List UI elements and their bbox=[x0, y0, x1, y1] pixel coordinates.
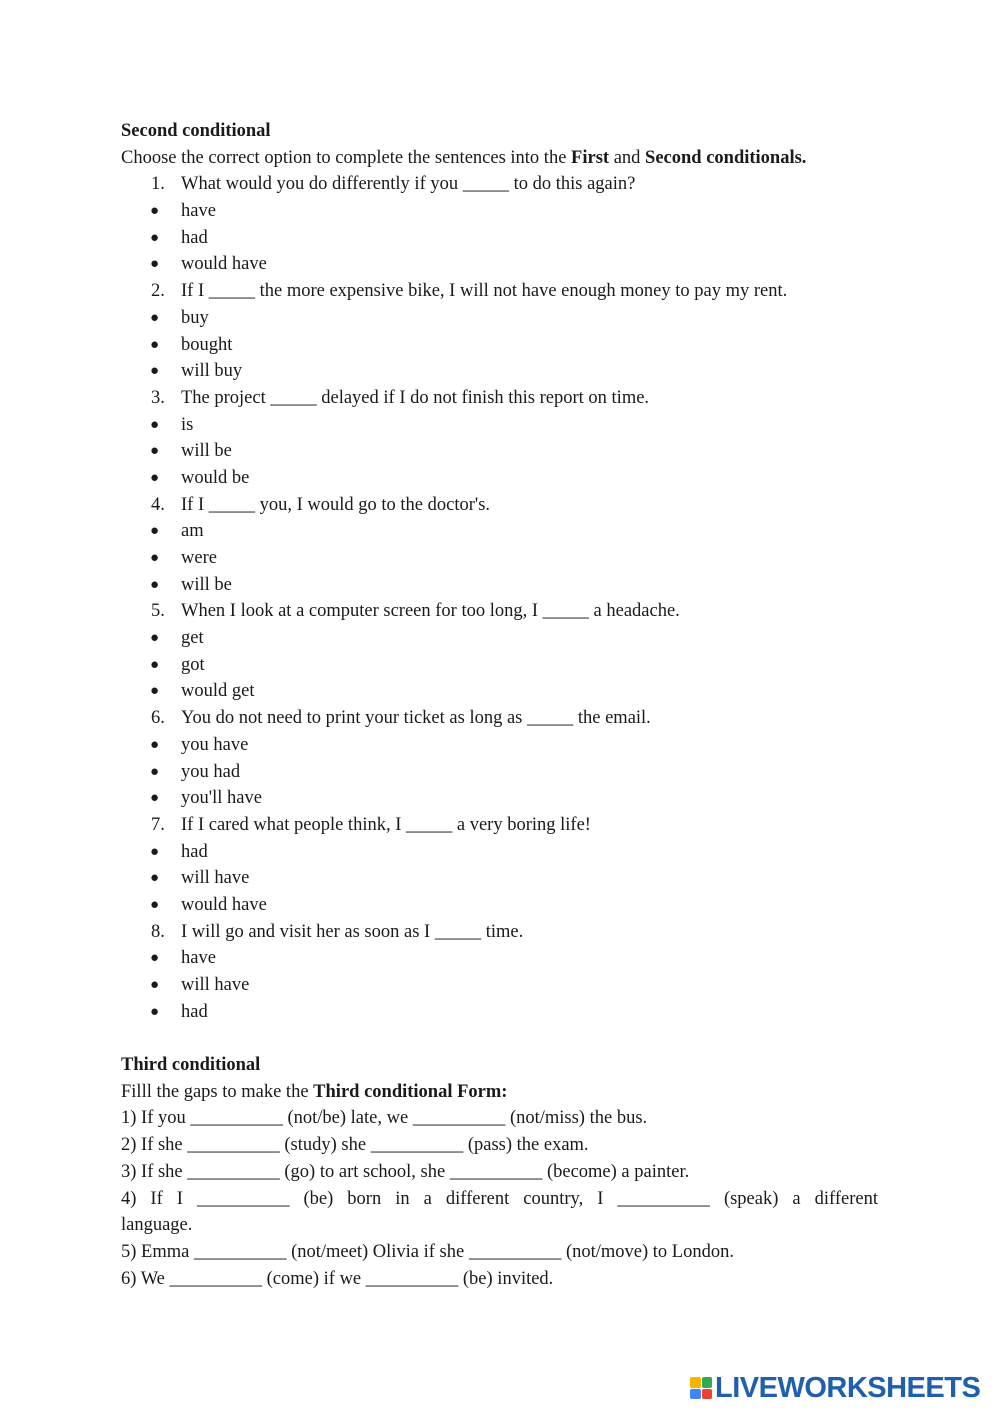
question-list bbox=[121, 171, 878, 1025]
gap-item-2: 2) If she __________ (study) she __________ (pass) the exam. bbox=[121, 1135, 589, 1156]
bullet-icon: ● bbox=[150, 870, 160, 887]
answer-option[interactable] bbox=[121, 518, 878, 545]
answer-option[interactable] bbox=[121, 412, 878, 439]
liveworksheets-logo bbox=[690, 1373, 980, 1403]
answer-option[interactable] bbox=[121, 305, 878, 332]
answer-option-label: had bbox=[181, 1001, 208, 1022]
question-text: When I look at a computer screen for too long, I _____ a headache. bbox=[181, 601, 680, 622]
question-text: If I cared what people think, I _____ a very boring life! bbox=[181, 814, 591, 835]
bullet-icon: ● bbox=[150, 736, 160, 753]
answer-option-label: will have bbox=[181, 868, 250, 889]
bullet-icon: ● bbox=[150, 790, 160, 807]
bullet-icon: ● bbox=[150, 416, 160, 433]
answer-option-label: am bbox=[181, 521, 204, 542]
answer-option-label: would have bbox=[181, 254, 267, 275]
answer-option[interactable] bbox=[121, 225, 878, 252]
question-6 bbox=[121, 705, 878, 732]
bullet-icon: ● bbox=[150, 229, 160, 246]
bullet-icon: ● bbox=[150, 550, 160, 566]
answer-option-label: got bbox=[181, 654, 205, 675]
answer-option[interactable] bbox=[121, 865, 878, 892]
intro-bold-first: First bbox=[571, 147, 610, 168]
answer-option-label: would get bbox=[181, 681, 255, 702]
answer-option-label: would have bbox=[181, 894, 267, 915]
question-number: 6. bbox=[151, 708, 165, 729]
answer-option-label: had bbox=[181, 227, 208, 248]
answer-option[interactable] bbox=[121, 332, 878, 359]
question-2 bbox=[121, 278, 878, 305]
bullet-icon: ● bbox=[150, 363, 160, 380]
gap-item-4: 4) If I __________ (be) born in a different country, I __________ (speak) a different bbox=[121, 1188, 878, 1209]
question-8 bbox=[121, 919, 878, 946]
question-number: 8. bbox=[151, 921, 165, 942]
intro-bold-second: Second conditionals. bbox=[645, 147, 807, 168]
answer-option-label: will have bbox=[181, 975, 250, 995]
question-number: 1. bbox=[151, 174, 165, 195]
answer-option-label: bought bbox=[181, 334, 233, 355]
question-text: The project _____ delayed if I do not finish this report on time. bbox=[181, 387, 650, 408]
answer-option[interactable] bbox=[121, 678, 878, 705]
answer-option-label: have bbox=[181, 948, 216, 969]
intro-bold-third-form: Third conditional Form: bbox=[313, 1081, 508, 1102]
bullet-icon: ● bbox=[150, 950, 160, 967]
answer-option-label: will be bbox=[181, 574, 232, 595]
question-7 bbox=[121, 812, 878, 839]
bullet-icon: ● bbox=[150, 630, 160, 647]
answer-option-label: will buy bbox=[181, 361, 243, 382]
gap-item-5: 5) Emma __________ (not/meet) Olivia if she __________ (not/move) to London. bbox=[121, 1241, 734, 1262]
worksheet bbox=[121, 118, 878, 1292]
answer-option[interactable] bbox=[121, 839, 878, 866]
question-3 bbox=[121, 385, 878, 412]
question-number: 5. bbox=[151, 601, 165, 622]
answer-option[interactable] bbox=[121, 358, 878, 385]
answer-option[interactable] bbox=[121, 625, 878, 652]
bullet-icon: ● bbox=[150, 977, 160, 993]
answer-option-label: had bbox=[181, 841, 208, 862]
answer-option-label: get bbox=[181, 628, 204, 649]
answer-option[interactable] bbox=[121, 732, 878, 759]
answer-option[interactable] bbox=[121, 438, 878, 465]
section-heading-second-conditional: Second conditional bbox=[121, 121, 271, 141]
question-4 bbox=[121, 492, 878, 519]
question-5 bbox=[121, 598, 878, 625]
bullet-icon: ● bbox=[150, 763, 160, 780]
bullet-icon: ● bbox=[150, 309, 160, 326]
section-heading-third-conditional: Third conditional bbox=[121, 1055, 261, 1076]
bullet-icon: ● bbox=[150, 576, 160, 593]
gap-item-3: 3) If she __________ (go) to art school, she __________ (become) a painter. bbox=[121, 1161, 690, 1182]
question-1 bbox=[121, 171, 878, 198]
bullet-icon: ● bbox=[150, 683, 160, 700]
bullet-icon: ● bbox=[150, 336, 160, 353]
answer-option-label: have bbox=[181, 201, 216, 222]
intro-text: Choose the correct option to complete the sentences into the bbox=[121, 147, 572, 168]
question-text: What would you do differently if you _____ to do this again? bbox=[181, 174, 636, 195]
answer-option[interactable] bbox=[121, 892, 878, 919]
answer-option-label: will be bbox=[181, 441, 232, 462]
bullet-icon: ● bbox=[150, 203, 160, 220]
question-text: You do not need to print your ticket as long as _____ the email. bbox=[181, 708, 651, 729]
answer-option-label: buy bbox=[181, 307, 209, 328]
answer-option-label: you'll have bbox=[181, 788, 262, 809]
section-instructions-third bbox=[121, 1079, 878, 1106]
answer-option[interactable] bbox=[121, 198, 878, 225]
bullet-icon: ● bbox=[150, 523, 160, 540]
bullet-icon: ● bbox=[150, 656, 160, 673]
answer-option[interactable] bbox=[121, 652, 878, 679]
bullet-icon: ● bbox=[150, 469, 160, 486]
answer-option-label: you have bbox=[181, 734, 249, 755]
gap-item-6: 6) We __________ (come) if we __________ (be) invited. bbox=[121, 1268, 554, 1289]
bullet-icon: ● bbox=[150, 256, 160, 273]
answer-option[interactable] bbox=[121, 545, 878, 572]
answer-option-label: would be bbox=[181, 467, 250, 488]
section-instructions bbox=[121, 145, 878, 172]
answer-option[interactable] bbox=[121, 945, 878, 972]
answer-option-label: were bbox=[181, 548, 217, 568]
gap-item-4-continued: language. bbox=[121, 1215, 193, 1236]
answer-option[interactable] bbox=[121, 999, 878, 1026]
question-text: If I _____ the more expensive bike, I will not have enough money to pay my rent. bbox=[181, 281, 788, 302]
answer-option-label: is bbox=[181, 414, 194, 435]
answer-option-label: you had bbox=[181, 761, 241, 782]
answer-option[interactable] bbox=[121, 465, 878, 492]
answer-option[interactable] bbox=[121, 572, 878, 599]
bullet-icon: ● bbox=[150, 843, 160, 860]
bullet-icon: ● bbox=[150, 1003, 160, 1020]
intro-text-mid: and bbox=[609, 147, 646, 168]
gap-item-1: 1) If you __________ (not/be) late, we __________ (not/miss) the bus. bbox=[121, 1108, 648, 1129]
question-text: I will go and visit her as soon as I _____ time. bbox=[181, 921, 524, 942]
answer-option[interactable] bbox=[121, 251, 878, 278]
logo-mark-icon bbox=[690, 1377, 712, 1399]
answer-option[interactable] bbox=[121, 785, 878, 812]
section-spacer bbox=[121, 1025, 878, 1052]
question-number: 4. bbox=[151, 494, 165, 515]
logo-text: LIVEWORKSHEETS bbox=[715, 1372, 981, 1404]
answer-option[interactable] bbox=[121, 972, 878, 999]
answer-option[interactable] bbox=[121, 759, 878, 786]
question-number: 3. bbox=[151, 387, 165, 408]
question-number: 2. bbox=[151, 281, 165, 302]
question-number: 7. bbox=[151, 814, 165, 835]
intro-text: Filll the gaps to make the bbox=[121, 1081, 314, 1102]
question-text: If I _____ you, I would go to the doctor's. bbox=[181, 494, 491, 515]
bullet-icon: ● bbox=[150, 896, 160, 913]
bullet-icon: ● bbox=[150, 443, 160, 460]
